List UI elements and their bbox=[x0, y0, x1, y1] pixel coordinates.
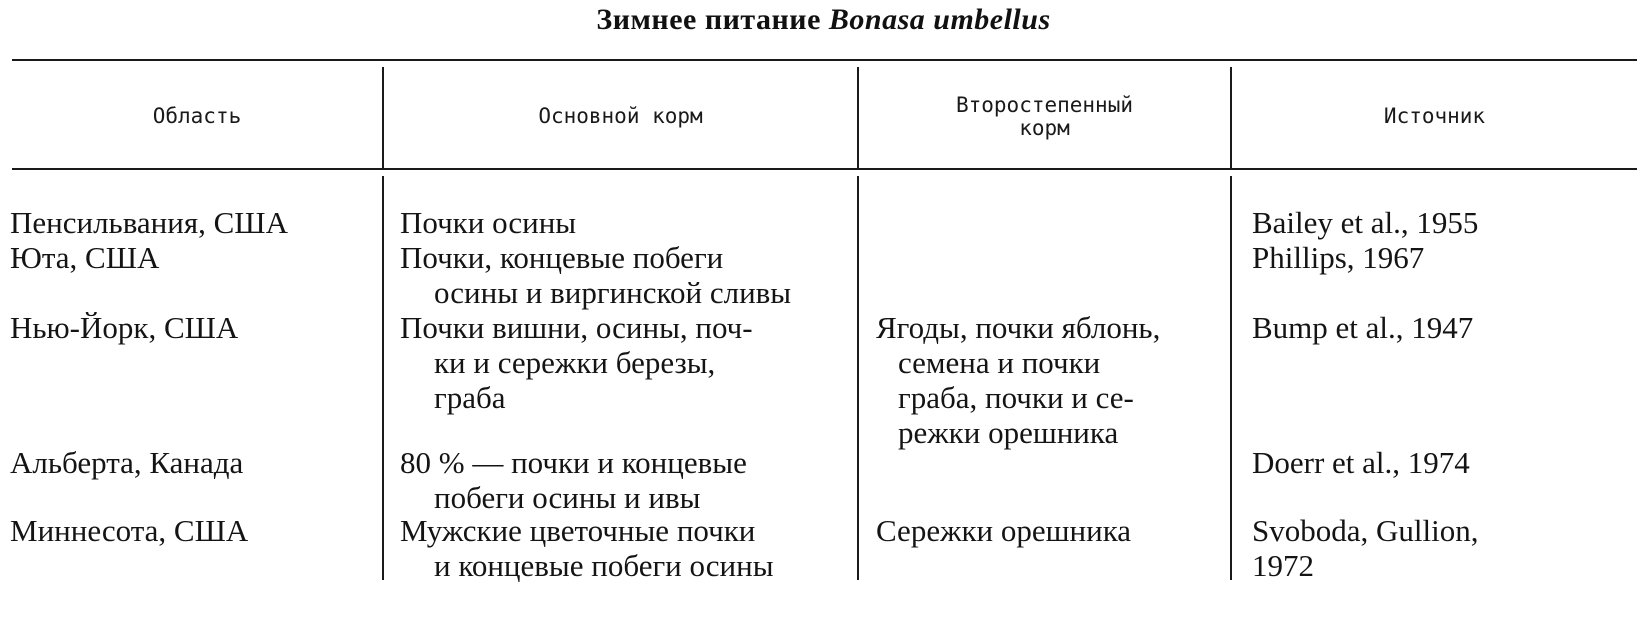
row-3-region: Нью-Йорк, США bbox=[10, 310, 239, 345]
row-5-source: Svoboda, Gullion, 1972 bbox=[1252, 513, 1479, 583]
title-russian: Зимнее питание bbox=[596, 3, 821, 36]
row-5-main-food: Мужские цветочные почки и концевые побеги осины bbox=[400, 513, 774, 583]
row-4-main-food: 80 % — почки и концевые побеги осины и ивы bbox=[400, 445, 747, 515]
title-latin: Bonasa umbellus bbox=[828, 3, 1051, 36]
row-1-main-food: Почки осины bbox=[400, 205, 577, 240]
row-2-main-food: Почки, концевые побеги осины и виргинской сливы bbox=[400, 240, 792, 310]
table-top-rule bbox=[12, 59, 1637, 61]
row-4-region: Альберта, Канада bbox=[10, 445, 244, 480]
body-divider-3 bbox=[1230, 176, 1232, 580]
row-5-secondary-food: Сережки орешника bbox=[876, 513, 1132, 548]
header-region: Область bbox=[152, 104, 242, 128]
row-1-source: Bailey et al., 1955 bbox=[1252, 205, 1479, 240]
body-divider-1 bbox=[382, 176, 384, 580]
row-5-region: Миннесота, США bbox=[10, 513, 249, 548]
row-3-secondary-food: Ягоды, почки яблонь, семена и почки граба, почки и се- режки орешника bbox=[876, 310, 1161, 450]
row-1-region: Пенсильвания, США bbox=[10, 205, 288, 240]
row-2-source: Phillips, 1967 bbox=[1252, 240, 1425, 275]
header-bottom-rule bbox=[12, 168, 1637, 170]
row-3-main-food: Почки вишни, осины, поч- ки и сережки березы, граба bbox=[400, 310, 753, 415]
header-secondary-food: Второстепенный корм bbox=[955, 92, 1133, 140]
row-3-source: Bump et al., 1947 bbox=[1252, 310, 1474, 345]
table-title bbox=[0, 2, 1647, 38]
row-2-region: Юта, США bbox=[10, 240, 160, 275]
row-4-source: Doerr et al., 1974 bbox=[1252, 445, 1470, 480]
header-main-food: Основной корм bbox=[538, 104, 703, 128]
body-divider-2 bbox=[857, 176, 859, 580]
header-source: Источник bbox=[1383, 104, 1486, 128]
